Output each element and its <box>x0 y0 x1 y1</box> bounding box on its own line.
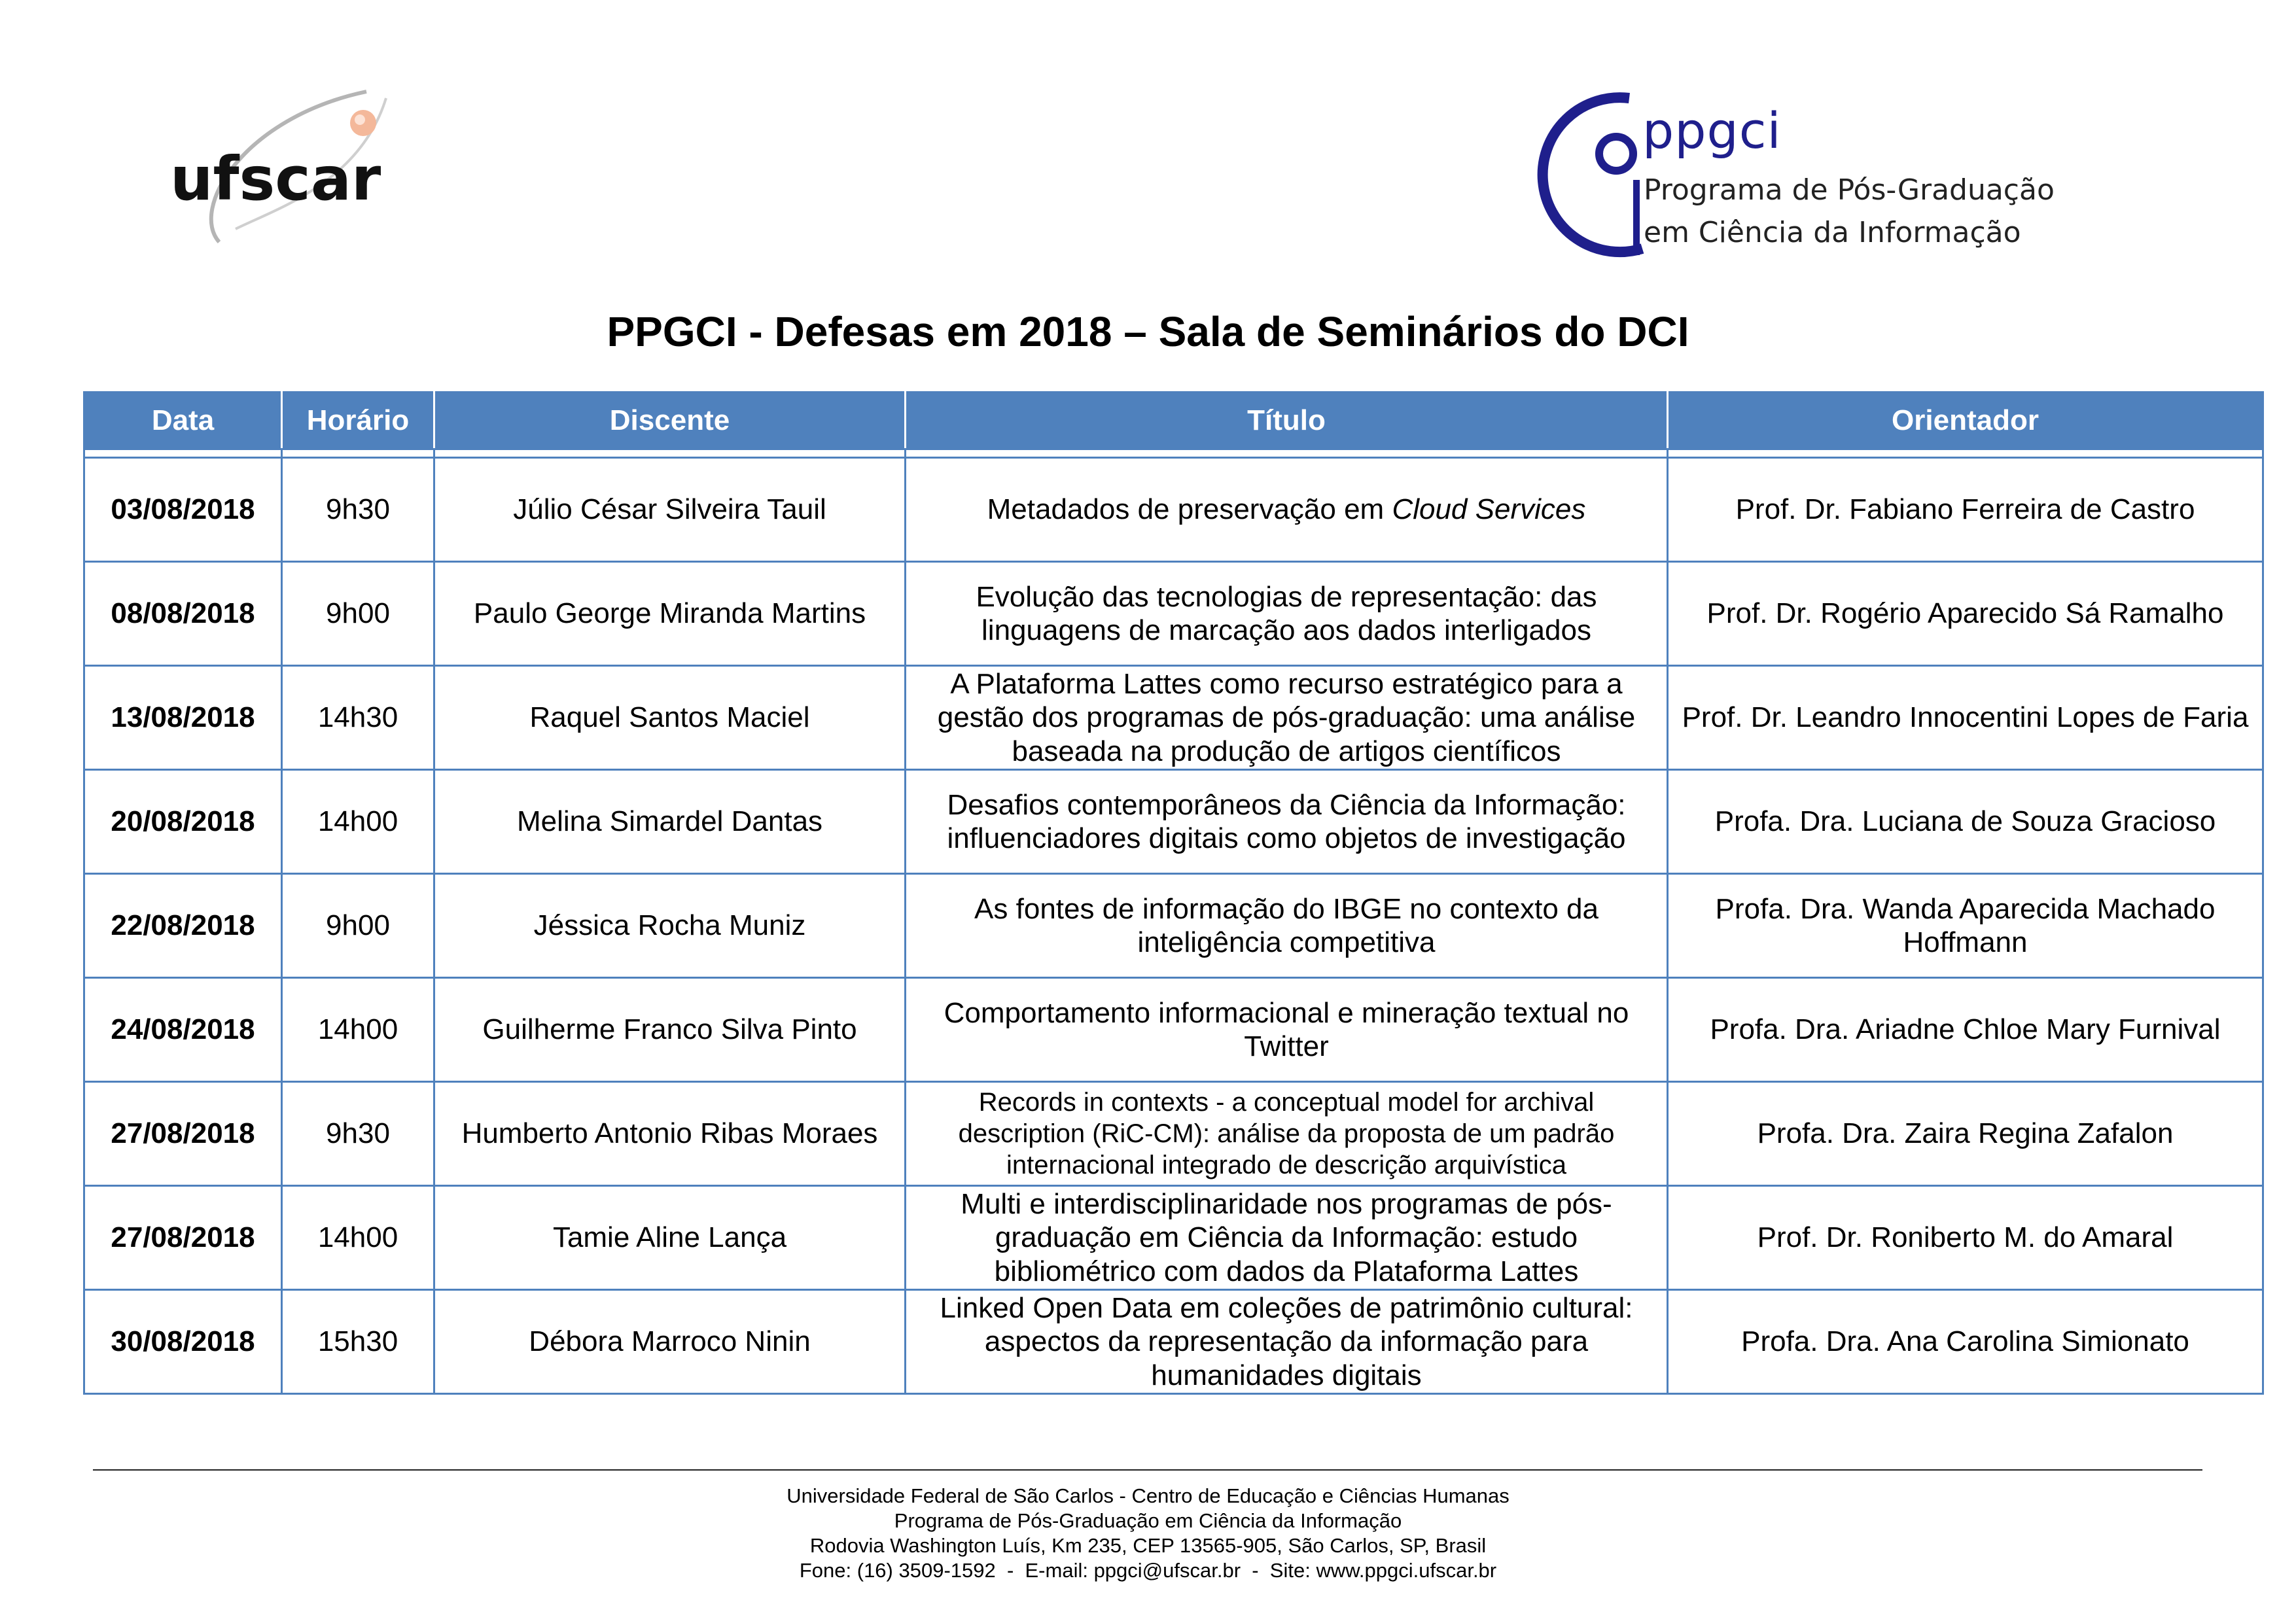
student-cell: Paulo George Miranda Martins <box>434 562 906 666</box>
table-row <box>84 1186 2263 1290</box>
date-cell: 27/08/2018 <box>84 1186 282 1290</box>
student-cell: Tamie Aline Lança <box>434 1186 906 1290</box>
ufscar-logo-graphic <box>164 79 412 255</box>
title-cell: Comportamento informacional e mineração textual no Twitter <box>906 978 1668 1082</box>
date-cell: 27/08/2018 <box>84 1082 282 1186</box>
title-cell <box>906 458 1668 562</box>
ppgci-logo-subtitle-2: em Ciência da Informação <box>1644 216 2021 249</box>
student-cell: Júlio César Silveira Tauil <box>434 458 906 562</box>
table-row <box>84 666 2263 770</box>
title-cell: Desafios contemporâneos da Ciência da Informação: influenciadores digitais como objetos de investigação <box>906 770 1668 874</box>
date-cell: 30/08/2018 <box>84 1290 282 1394</box>
footer-address: Rodovia Washington Luís, Km 235, CEP 13565-905, São Carlos, SP, Brasil <box>809 1534 1487 1557</box>
student-cell: Melina Simardel Dantas <box>434 770 906 874</box>
time-cell: 15h30 <box>282 1290 434 1394</box>
time-cell: 14h00 <box>282 978 434 1082</box>
header-titulo: Título <box>906 393 1668 449</box>
student-cell: Guilherme Franco Silva Pinto <box>434 978 906 1082</box>
ufscar-logo-text: ufscar <box>170 144 381 214</box>
title-cell: As fontes de informação do IBGE no contexto da inteligência competitiva <box>906 874 1668 978</box>
date-cell: 13/08/2018 <box>84 666 282 770</box>
advisor-cell: Profa. Dra. Wanda Aparecida Machado Hoffmann <box>1668 874 2263 978</box>
table-spacer-row <box>84 449 2263 458</box>
header-discente: Discente <box>434 393 906 449</box>
ppgci-logo <box>1518 82 2055 262</box>
footer-contact: Fone: (16) 3509-1592 - E-mail: ppgci@ufscar.br - Site: www.ppgci.ufscar.br <box>799 1559 1497 1582</box>
advisor-cell: Profa. Dra. Luciana de Souza Gracioso <box>1668 770 2263 874</box>
header-horario: Horário <box>282 393 434 449</box>
table-header-row <box>84 393 2263 449</box>
page-title: PPGCI - Defesas em 2018 – Sala de Seminários do DCI <box>607 308 1689 355</box>
ppgci-logo-name: ppgci <box>1642 101 1782 160</box>
time-cell: 9h30 <box>282 458 434 562</box>
title-cell: Evolução das tecnologias de representação: das linguagens de marcação aos dados interligados <box>906 562 1668 666</box>
table-row <box>84 458 2263 562</box>
header-data: Data <box>84 393 282 449</box>
header-orientador: Orientador <box>1668 393 2263 449</box>
footer-program: Programa de Pós-Graduação em Ciência da Informação <box>894 1509 1402 1532</box>
time-cell: 14h30 <box>282 666 434 770</box>
table-row <box>84 1290 2263 1394</box>
title-cell: Linked Open Data em coleções de patrimônio cultural: aspectos da representação da informação para humanidades digitais <box>906 1290 1668 1394</box>
student-cell: Jéssica Rocha Muniz <box>434 874 906 978</box>
time-cell: 14h00 <box>282 1186 434 1290</box>
advisor-cell: Prof. Dr. Rogério Aparecido Sá Ramalho <box>1668 562 2263 666</box>
advisor-cell: Prof. Dr. Fabiano Ferreira de Castro <box>1668 458 2263 562</box>
ufscar-logo <box>164 79 412 255</box>
footer <box>0 1484 2296 1583</box>
advisor-cell: Prof. Dr. Roniberto M. do Amaral <box>1668 1186 2263 1290</box>
table-row <box>84 562 2263 666</box>
advisor-cell: Profa. Dra. Zaira Regina Zafalon <box>1668 1082 2263 1186</box>
title-cell: Multi e interdisciplinaridade nos programas de pós-graduação em Ciência da Informação: estudo bibliométrico com dados da Plataforma Lattes <box>906 1186 1668 1290</box>
student-cell: Raquel Santos Maciel <box>434 666 906 770</box>
title-cell: Records in contexts - a conceptual model for archival description (RiC-CM): análise da proposta de um padrão internacional integrado de descrição arquivística <box>906 1082 1668 1186</box>
date-cell: 03/08/2018 <box>84 458 282 562</box>
date-cell: 22/08/2018 <box>84 874 282 978</box>
date-cell: 08/08/2018 <box>84 562 282 666</box>
advisor-cell: Prof. Dr. Leandro Innocentini Lopes de Faria <box>1668 666 2263 770</box>
title-text: Metadados de preservação em <box>987 493 1392 526</box>
time-cell: 14h00 <box>282 770 434 874</box>
student-cell: Humberto Antonio Ribas Moraes <box>434 1082 906 1186</box>
title-italic-text: Cloud Services <box>1392 493 1586 526</box>
time-cell: 9h00 <box>282 562 434 666</box>
time-cell: 9h00 <box>282 874 434 978</box>
table-row <box>84 1082 2263 1186</box>
table-row <box>84 874 2263 978</box>
footer-divider <box>93 1469 2202 1471</box>
table-row <box>84 770 2263 874</box>
table-row <box>84 978 2263 1082</box>
student-cell: Débora Marroco Ninin <box>434 1290 906 1394</box>
ppgci-logo-subtitle-1: Programa de Pós-Graduação <box>1644 173 2055 207</box>
title-cell: A Plataforma Lattes como recurso estratégico para a gestão dos programas de pós-graduação: uma análise baseada na produção de artigos científicos <box>906 666 1668 770</box>
advisor-cell: Profa. Dra. Ana Carolina Simionato <box>1668 1290 2263 1394</box>
footer-institution: Universidade Federal de São Carlos - Centro de Educação e Ciências Humanas <box>786 1484 1510 1507</box>
defense-schedule-table <box>83 391 2264 1395</box>
date-cell: 24/08/2018 <box>84 978 282 1082</box>
time-cell: 9h30 <box>282 1082 434 1186</box>
advisor-cell: Profa. Dra. Ariadne Chloe Mary Furnival <box>1668 978 2263 1082</box>
date-cell: 20/08/2018 <box>84 770 282 874</box>
